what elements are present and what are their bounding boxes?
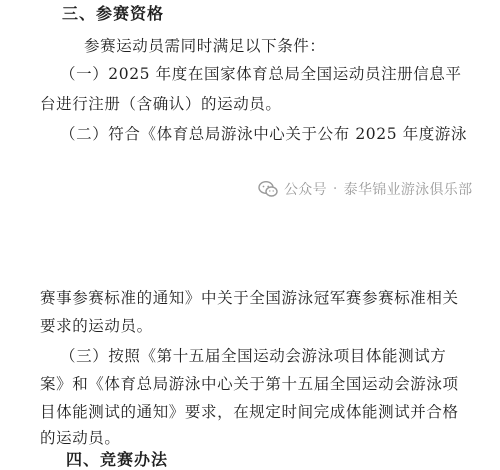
item3-line2: 案》和《体育总局游泳中心关于第十五届全国运动会游泳项 [40, 375, 459, 393]
intro-text: 参赛运动员需同时满足以下条件： [84, 37, 326, 55]
item2-line1: （二）符合《体育总局游泳中心关于公布 2025 年度游泳 [60, 125, 468, 143]
next-section-heading: 四、竞赛办法 [66, 450, 169, 469]
section-heading: 三、参赛资格 [62, 4, 165, 23]
watermark-label: 公众号 [284, 182, 327, 198]
item1-line2: 台进行注册（含确认）的运动员。 [40, 95, 282, 113]
item2-line3: 要求的运动员。 [40, 317, 153, 335]
wechat-watermark [258, 178, 472, 200]
item3-line1: （三）按照《第十五届全国运动会游泳项目体能测试方 [60, 347, 447, 365]
item2-line2: 赛事参赛标准的通知》中关于全国游泳冠军赛参赛标准相关 [40, 289, 459, 307]
watermark-account: 泰华锦业游泳俱乐部 [343, 182, 473, 198]
watermark-separator: · [332, 181, 338, 197]
item3-line3: 目体能测试的通知》要求，在规定时间完成体能测试并合格 [40, 403, 459, 421]
item1-line1: （一）2025 年度在国家体育总局全国运动员注册信息平 [60, 65, 462, 83]
wechat-icon [258, 180, 278, 198]
item3-line4: 的运动员。 [40, 429, 121, 447]
